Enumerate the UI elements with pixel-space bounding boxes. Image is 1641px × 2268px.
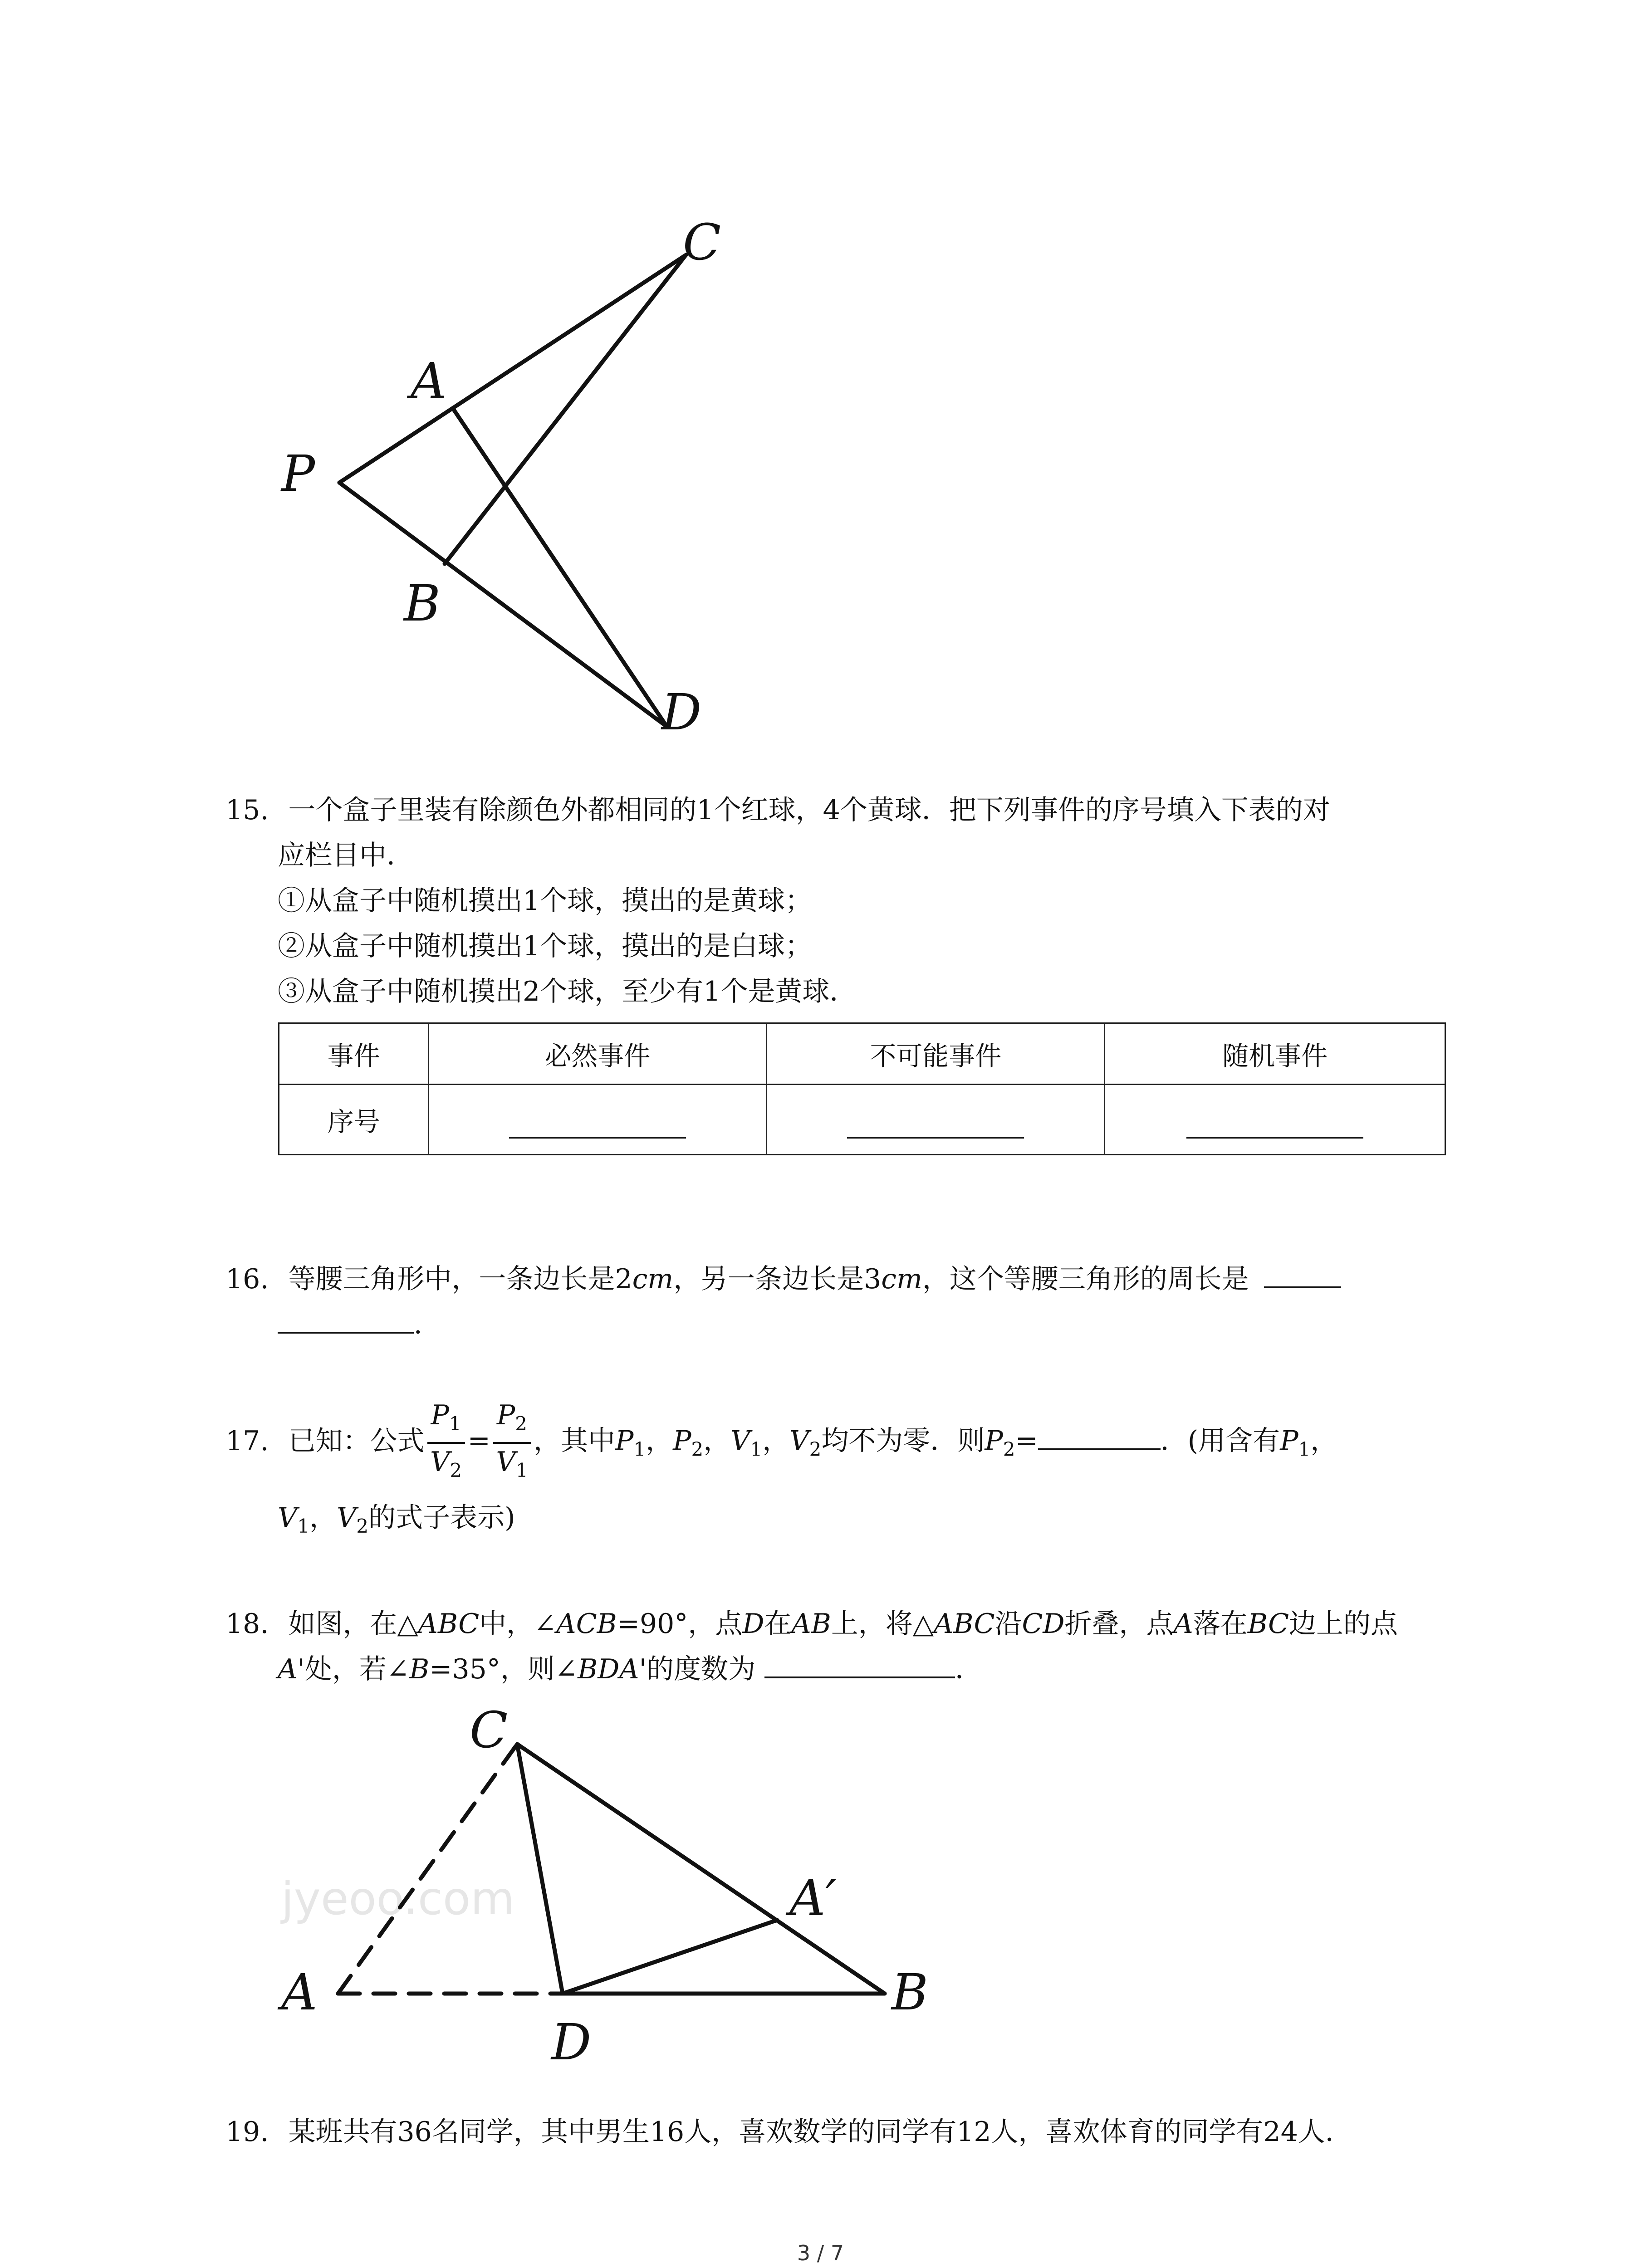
question-number: 17. bbox=[225, 1425, 269, 1457]
label-c: C bbox=[683, 213, 721, 271]
answer-blank[interactable] bbox=[278, 1305, 414, 1334]
question-17-line2: $V_1$，$V_2$的式子表示) bbox=[278, 1502, 515, 1537]
label-d: D bbox=[661, 683, 702, 741]
table-header-impossible: 不可能事件 bbox=[767, 1023, 1105, 1085]
label-c: C bbox=[470, 1701, 508, 1759]
segment-cd bbox=[517, 1744, 563, 1994]
figure-quadrilateral-pacbd bbox=[254, 191, 798, 780]
question-number: 19. bbox=[225, 2116, 269, 2148]
question-19 bbox=[225, 2109, 1352, 2155]
answer-blank[interactable] bbox=[1264, 1259, 1341, 1288]
label-b: B bbox=[892, 1963, 928, 2021]
label-a: A bbox=[281, 1963, 318, 2021]
answer-blank[interactable] bbox=[1186, 1108, 1363, 1139]
question-16-line2: ． bbox=[278, 1302, 441, 1347]
question-15-line2: 应栏目中． bbox=[278, 840, 414, 871]
table-row-label: 序号 bbox=[279, 1085, 429, 1155]
fraction-p1-over-v2: $\frac{P_1}{V_2}$ bbox=[427, 1397, 465, 1489]
table-header-random: 随机事件 bbox=[1105, 1023, 1445, 1085]
question-15-item-3: ③从盒子中随机摸出2个球，至少有1个是黄球． bbox=[278, 976, 857, 1007]
answer-blank[interactable] bbox=[509, 1108, 686, 1139]
answer-blank[interactable] bbox=[764, 1649, 955, 1678]
event-classification-table bbox=[278, 1022, 1446, 1155]
segment-pc bbox=[339, 255, 686, 483]
label-a: A bbox=[411, 352, 447, 410]
question-17-line1: 17. 已知：公式 $\frac{P_1}{V_2}$ = $\frac{P_2}{V_1}$ ，其中$P_1$，$P_2$，$V_1$，$V_2$均不为零．则$P_2=$ ．(用含有$P_1$， bbox=[225, 1397, 1337, 1491]
question-16-line1 bbox=[225, 1256, 1341, 1302]
question-text: 某班共有36名同学，其中男生16人，喜欢数学的同学有12人，喜欢体育的同学有24人． bbox=[288, 2116, 1352, 2148]
answer-blank[interactable] bbox=[1038, 1421, 1161, 1450]
fraction-p2-over-v1: $\frac{P_2}{V_1}$ bbox=[493, 1397, 531, 1489]
question-number: 15. bbox=[225, 794, 269, 826]
page-number: 3 / 7 bbox=[797, 2241, 844, 2265]
question-15-item-2: ②从盒子中随机摸出1个球，摸出的是白球； bbox=[278, 930, 813, 962]
segment-ad bbox=[453, 408, 667, 727]
answer-cell-impossible[interactable] bbox=[767, 1085, 1105, 1155]
question-number: 18. bbox=[225, 1608, 269, 1640]
figure-folded-triangle bbox=[254, 1678, 962, 2087]
question-15-item-1: ①从盒子中随机摸出1个球，摸出的是黄球； bbox=[278, 885, 813, 917]
answer-blank[interactable] bbox=[847, 1108, 1024, 1139]
table-header-event: 事件 bbox=[279, 1023, 429, 1085]
question-15-line1 bbox=[225, 787, 1330, 833]
label-p: P bbox=[281, 445, 315, 503]
segment-pd bbox=[339, 483, 667, 727]
answer-cell-certain[interactable] bbox=[429, 1085, 767, 1155]
segment-ac-dashed bbox=[338, 1744, 517, 1994]
question-text: 一个盒子里装有除颜色外都相同的1个红球，4个黄球．把下列事件的序号填入下表的对 bbox=[288, 794, 1330, 826]
question-18-line2: A'处，若∠B=35°，则∠BDA'的度数为 ． bbox=[278, 1647, 982, 1692]
question-text: 等腰三角形中，一条边长是2cm，另一条边长是3cm，这个等腰三角形的周长是 bbox=[288, 1263, 1249, 1295]
label-a-prime: A′ bbox=[789, 1869, 837, 1927]
label-b: B bbox=[404, 574, 441, 632]
watermark: jyeoo.com bbox=[281, 1872, 515, 1925]
segment-da-prime bbox=[563, 1920, 777, 1994]
answer-cell-random[interactable] bbox=[1105, 1085, 1445, 1155]
table-header-certain: 必然事件 bbox=[429, 1023, 767, 1085]
label-d: D bbox=[551, 2013, 592, 2071]
segment-bc bbox=[445, 255, 686, 564]
question-18-line1: 18. 如图，在△ABC中，∠ACB=90°，点D在AB上，将△ABC沿CD折叠，点A落在BC边上的点 bbox=[225, 1601, 1398, 1647]
question-number: 16. bbox=[225, 1263, 269, 1295]
